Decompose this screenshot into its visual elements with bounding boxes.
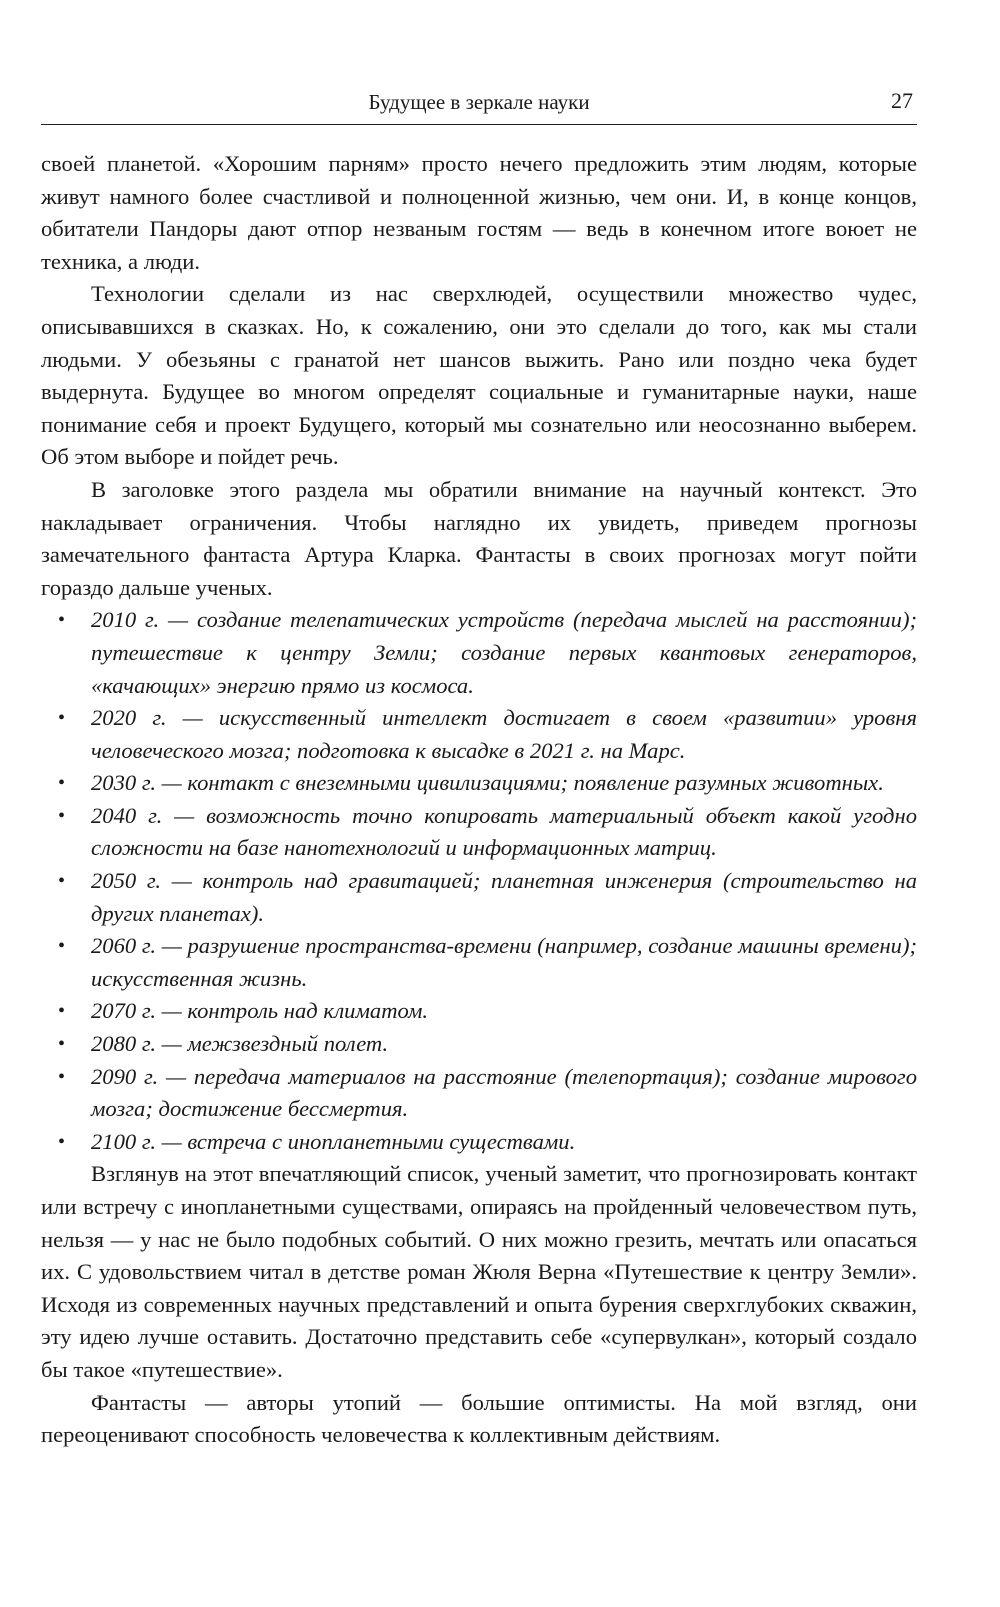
page-number: 27 xyxy=(891,88,913,113)
bullet-icon: • xyxy=(58,935,66,958)
list-item-text: 2050 г. — контроль над гравитацией; планетная инженерия (строительство на других планетах). xyxy=(91,868,917,926)
list-item xyxy=(41,865,917,930)
bullet-icon: • xyxy=(58,870,66,893)
list-item-text: 2030 г. — контакт с внеземными цивилизациями; появление разумных животных. xyxy=(91,770,884,796)
bullet-icon: • xyxy=(58,1130,66,1153)
paragraph: Фантасты — авторы утопий — большие оптимисты. На мой взгляд, они переоценивают способность человечества к коллективным действиям. xyxy=(41,1389,917,1448)
paragraph: В заголовке этого раздела мы обратили внимание на научный контекст. Это накладывает ограничения. Чтобы наглядно их увидеть, приведем прогнозы замечательного фантаста Артура Кларка. Фантасты в своих прогнозах могут пойти гораздо дальше ученых. xyxy=(41,476,917,600)
bullet-icon: • xyxy=(58,609,66,632)
list-item-text: 2060 г. — разрушение пространства-времени (например, создание машины времени); искусственная жизнь. xyxy=(91,933,917,991)
list-item-text: 2080 г. — межзвездный полет. xyxy=(91,1031,389,1057)
header-title: Будущее в зеркале науки xyxy=(368,90,590,114)
bullet-icon: • xyxy=(58,804,66,827)
paragraph-continued: своей планетой. «Хорошим парням» просто нечего предложить этим людям, которые живут намного более счастливой и полноценной жизнью, чем они. И, в конце концов, обитатели Пандоры дают отпор незваным гостям — ведь в конечном итоге воюет не техника, а люди. xyxy=(41,151,917,274)
bullet-icon: • xyxy=(58,1033,66,1056)
list-item-text: 2040 г. — возможность точно копировать материальный объект какой угодно сложности на базе нанотехнологий и информационных матриц. xyxy=(91,802,917,861)
bullet-icon: • xyxy=(58,707,66,730)
list-item-text: 2010 г. — создание телепатических устройств (передача мыслей на расстоянии); путешествие к центру Земли; создание первых квантовых генераторов, «качающих» энергию прямо из космоса. xyxy=(91,607,917,698)
bullet-icon: • xyxy=(58,1000,66,1023)
list-item xyxy=(41,995,917,1028)
bullet-icon: • xyxy=(58,772,66,795)
paragraph: Технологии сделали из нас сверхлюдей, осуществили множество чудес, описывавшихся в сказках. Но, к сожалению, они это сделали до того, как мы стали людьми. У обезьяны с гранатой нет шансов выжить. Рано или поздно чека будет выдернута. Будущее во многом определят социальные и гуманитарные науки, наше понимание себя и проект Будущего, который мы сознательно или неосознанно выберем. Об этом выборе и пойдет речь. xyxy=(41,281,917,470)
list-item-text: 2100 г. — встреча с инопланетными существами. xyxy=(91,1128,576,1154)
list-item xyxy=(41,1126,917,1159)
list-item-text: 2070 г. — контроль над климатом. xyxy=(91,998,429,1024)
page-body xyxy=(41,148,917,1452)
list-item xyxy=(41,800,917,865)
list-item xyxy=(41,930,917,995)
clarke-predictions-list xyxy=(41,604,917,1158)
bullet-icon: • xyxy=(58,1065,66,1088)
running-header xyxy=(41,84,917,125)
list-item xyxy=(41,1061,917,1126)
list-item-text: 2020 г. — искусственный интеллект достигает в своем «развитии» уровня человеческого мозга; подготовка к высадке в 2021 г. на Марс. xyxy=(91,705,917,763)
list-item-text: 2090 г. — передача материалов на расстояние (телепортация); создание мирового мозга; достижение бессмертия. xyxy=(91,1063,917,1122)
list-item xyxy=(41,702,917,767)
list-item xyxy=(41,604,917,702)
paragraph: Взглянув на этот впечатляющий список, ученый заметит, что прогнозировать контакт или встречу с инопланетными существами, опираясь на пройденный человечеством путь, нельзя — у нас не было подобных событий. О них можно грезить, мечтать или опасаться их. С удовольствием читал в детстве роман Жюля Верна «Путешествие к центру Земли». Исходя из современных научных представлений и опыта бурения сверхглубоких скважин, эту идею лучше оставить. Достаточно представить себе «супервулкан», который создало бы такое «путешествие». xyxy=(41,1161,917,1382)
list-item xyxy=(41,767,917,800)
list-item xyxy=(41,1028,917,1061)
